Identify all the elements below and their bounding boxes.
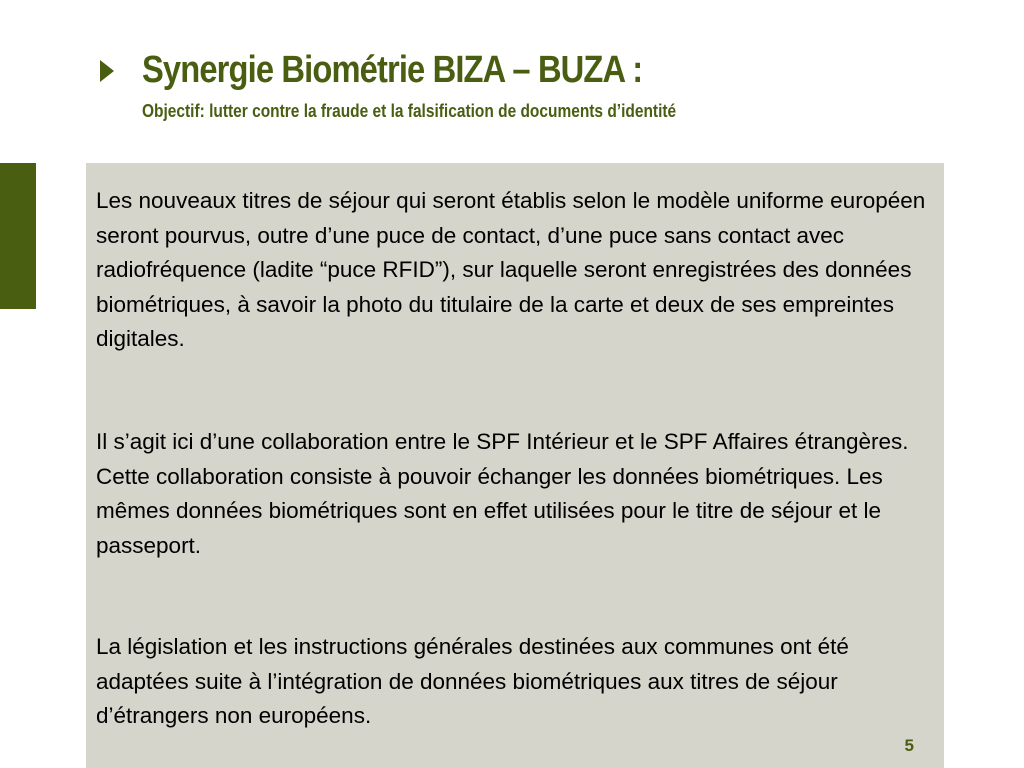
accent-side-bar bbox=[0, 163, 36, 309]
page-number: 5 bbox=[904, 736, 914, 755]
content-box bbox=[86, 163, 944, 768]
triangle-right-icon bbox=[100, 60, 114, 82]
paragraph-legislation: La législation et les instructions générales destinées aux communes ont été adaptées suite à l’intégration de données biométriques aux titres de séjour d’étrangers non européens. bbox=[96, 634, 849, 728]
slide-subtitle: Objectif: lutter contre la fraude et la falsification de documents d’identité bbox=[142, 101, 677, 121]
slide-title: Synergie Biométrie BIZA – BUZA : bbox=[142, 49, 643, 91]
paragraph-collaboration: Il s’agit ici d’une collaboration entre le SPF Intérieur et le SPF Affaires étrangères. Cette collaboration consiste à pouvoir échanger les données biométriques. Les mêmes données biométriques sont en effet utilisées pour le titre de séjour et le passeport. bbox=[96, 429, 909, 558]
paragraph-residence-permits: Les nouveaux titres de séjour qui seront établis selon le modèle uniforme européen seront pourvus, outre d’une puce de contact, d’une puce sans contact avec radiofréquence (ladite “puce RFID”), sur laquelle seront enregistrées des données biométriques, à savoir la photo du titulaire de la carte et deux de ses empreintes digitales. bbox=[96, 188, 926, 351]
